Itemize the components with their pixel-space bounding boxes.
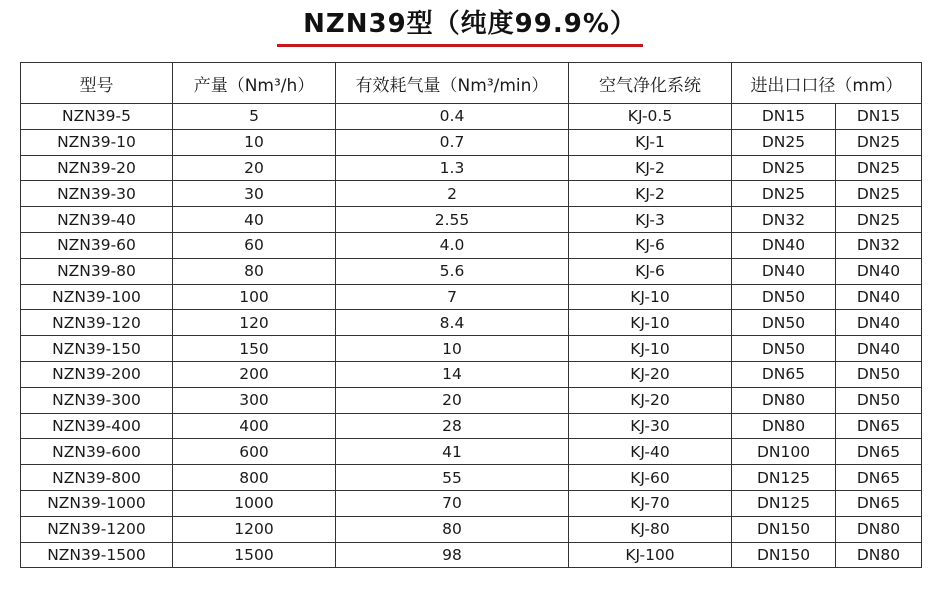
cell-air-purification: KJ-100 xyxy=(569,542,732,568)
header-row xyxy=(21,63,922,104)
cell-model: NZN39-60 xyxy=(21,232,173,258)
cell-model: NZN39-800 xyxy=(21,465,173,491)
cell-air-purification: KJ-2 xyxy=(569,155,732,181)
cell-inlet: DN40 xyxy=(732,232,836,258)
header-port-diameter: 进出口口径（mm） xyxy=(732,63,922,104)
table-row xyxy=(21,310,922,336)
cell-output: 40 xyxy=(173,207,336,233)
cell-output: 300 xyxy=(173,387,336,413)
cell-outlet: DN25 xyxy=(836,181,922,207)
cell-air-consumption: 14 xyxy=(336,361,569,387)
cell-air-consumption: 98 xyxy=(336,542,569,568)
cell-air-consumption: 2.55 xyxy=(336,207,569,233)
cell-inlet: DN15 xyxy=(732,104,836,130)
cell-output: 1000 xyxy=(173,490,336,516)
table-row xyxy=(21,413,922,439)
cell-output: 150 xyxy=(173,336,336,362)
cell-output: 10 xyxy=(173,129,336,155)
cell-air-consumption: 0.7 xyxy=(336,129,569,155)
cell-inlet: DN100 xyxy=(732,439,836,465)
cell-inlet: DN50 xyxy=(732,284,836,310)
cell-model: NZN39-1500 xyxy=(21,542,173,568)
cell-air-purification: KJ-20 xyxy=(569,361,732,387)
cell-model: NZN39-40 xyxy=(21,207,173,233)
cell-model: NZN39-20 xyxy=(21,155,173,181)
header-output: 产量（Nm³/h） xyxy=(173,63,336,104)
table-row xyxy=(21,490,922,516)
cell-model: NZN39-300 xyxy=(21,387,173,413)
cell-inlet: DN25 xyxy=(732,155,836,181)
cell-air-consumption: 0.4 xyxy=(336,104,569,130)
header-air-purification: 空气净化系统 xyxy=(569,63,732,104)
cell-model: NZN39-5 xyxy=(21,104,173,130)
cell-air-purification: KJ-10 xyxy=(569,310,732,336)
cell-outlet: DN65 xyxy=(836,490,922,516)
cell-model: NZN39-30 xyxy=(21,181,173,207)
cell-air-consumption: 4.0 xyxy=(336,232,569,258)
table-row xyxy=(21,284,922,310)
cell-outlet: DN65 xyxy=(836,439,922,465)
table-body xyxy=(21,104,922,568)
cell-inlet: DN150 xyxy=(732,542,836,568)
cell-air-purification: KJ-40 xyxy=(569,439,732,465)
cell-air-consumption: 8.4 xyxy=(336,310,569,336)
table-row xyxy=(21,361,922,387)
cell-output: 1500 xyxy=(173,542,336,568)
table-row xyxy=(21,129,922,155)
cell-air-consumption: 2 xyxy=(336,181,569,207)
table-row xyxy=(21,336,922,362)
table-row xyxy=(21,232,922,258)
cell-air-consumption: 80 xyxy=(336,516,569,542)
cell-inlet: DN80 xyxy=(732,413,836,439)
cell-air-consumption: 70 xyxy=(336,490,569,516)
page-title: NZN39型（纯度99.9%） xyxy=(303,9,637,39)
cell-outlet: DN50 xyxy=(836,361,922,387)
cell-air-purification: KJ-6 xyxy=(569,232,732,258)
cell-output: 200 xyxy=(173,361,336,387)
title-underline xyxy=(277,44,643,47)
cell-outlet: DN40 xyxy=(836,310,922,336)
cell-air-purification: KJ-30 xyxy=(569,413,732,439)
cell-inlet: DN80 xyxy=(732,387,836,413)
cell-air-consumption: 1.3 xyxy=(336,155,569,181)
header-model: 型号 xyxy=(21,63,173,104)
cell-air-purification: KJ-10 xyxy=(569,284,732,310)
cell-air-consumption: 10 xyxy=(336,336,569,362)
cell-output: 400 xyxy=(173,413,336,439)
cell-air-purification: KJ-6 xyxy=(569,258,732,284)
cell-output: 120 xyxy=(173,310,336,336)
cell-inlet: DN32 xyxy=(732,207,836,233)
cell-outlet: DN40 xyxy=(836,284,922,310)
cell-inlet: DN50 xyxy=(732,310,836,336)
cell-outlet: DN65 xyxy=(836,413,922,439)
cell-model: NZN39-100 xyxy=(21,284,173,310)
cell-inlet: DN150 xyxy=(732,516,836,542)
cell-output: 20 xyxy=(173,155,336,181)
cell-air-consumption: 41 xyxy=(336,439,569,465)
table-row xyxy=(21,155,922,181)
cell-model: NZN39-1000 xyxy=(21,490,173,516)
cell-outlet: DN15 xyxy=(836,104,922,130)
cell-output: 1200 xyxy=(173,516,336,542)
table-row xyxy=(21,181,922,207)
cell-outlet: DN40 xyxy=(836,258,922,284)
spec-table xyxy=(20,62,922,568)
table-row xyxy=(21,516,922,542)
cell-model: NZN39-400 xyxy=(21,413,173,439)
cell-air-purification: KJ-0.5 xyxy=(569,104,732,130)
cell-air-consumption: 28 xyxy=(336,413,569,439)
cell-air-purification: KJ-60 xyxy=(569,465,732,491)
cell-inlet: DN40 xyxy=(732,258,836,284)
cell-output: 800 xyxy=(173,465,336,491)
table-row xyxy=(21,465,922,491)
cell-air-purification: KJ-70 xyxy=(569,490,732,516)
cell-air-consumption: 55 xyxy=(336,465,569,491)
cell-inlet: DN25 xyxy=(732,181,836,207)
cell-output: 30 xyxy=(173,181,336,207)
cell-outlet: DN65 xyxy=(836,465,922,491)
table-row xyxy=(21,542,922,568)
table-row xyxy=(21,439,922,465)
cell-air-purification: KJ-80 xyxy=(569,516,732,542)
cell-air-consumption: 5.6 xyxy=(336,258,569,284)
table-row xyxy=(21,104,922,130)
cell-model: NZN39-200 xyxy=(21,361,173,387)
cell-outlet: DN80 xyxy=(836,516,922,542)
title-container xyxy=(0,6,940,42)
cell-output: 100 xyxy=(173,284,336,310)
table-row xyxy=(21,387,922,413)
cell-model: NZN39-1200 xyxy=(21,516,173,542)
cell-model: NZN39-10 xyxy=(21,129,173,155)
table-row xyxy=(21,207,922,233)
header-air-consumption: 有效耗气量（Nm³/min） xyxy=(336,63,569,104)
cell-outlet: DN50 xyxy=(836,387,922,413)
cell-model: NZN39-600 xyxy=(21,439,173,465)
cell-air-consumption: 7 xyxy=(336,284,569,310)
cell-outlet: DN25 xyxy=(836,155,922,181)
cell-inlet: DN50 xyxy=(732,336,836,362)
cell-air-purification: KJ-20 xyxy=(569,387,732,413)
cell-air-purification: KJ-2 xyxy=(569,181,732,207)
cell-air-purification: KJ-3 xyxy=(569,207,732,233)
cell-model: NZN39-120 xyxy=(21,310,173,336)
cell-outlet: DN80 xyxy=(836,542,922,568)
cell-inlet: DN125 xyxy=(732,465,836,491)
cell-inlet: DN25 xyxy=(732,129,836,155)
cell-output: 5 xyxy=(173,104,336,130)
cell-model: NZN39-80 xyxy=(21,258,173,284)
table-row xyxy=(21,258,922,284)
cell-inlet: DN65 xyxy=(732,361,836,387)
cell-inlet: DN125 xyxy=(732,490,836,516)
cell-output: 80 xyxy=(173,258,336,284)
cell-outlet: DN25 xyxy=(836,207,922,233)
cell-output: 600 xyxy=(173,439,336,465)
cell-air-purification: KJ-1 xyxy=(569,129,732,155)
cell-model: NZN39-150 xyxy=(21,336,173,362)
cell-outlet: DN25 xyxy=(836,129,922,155)
cell-outlet: DN32 xyxy=(836,232,922,258)
cell-air-purification: KJ-10 xyxy=(569,336,732,362)
cell-outlet: DN40 xyxy=(836,336,922,362)
cell-air-consumption: 20 xyxy=(336,387,569,413)
cell-output: 60 xyxy=(173,232,336,258)
